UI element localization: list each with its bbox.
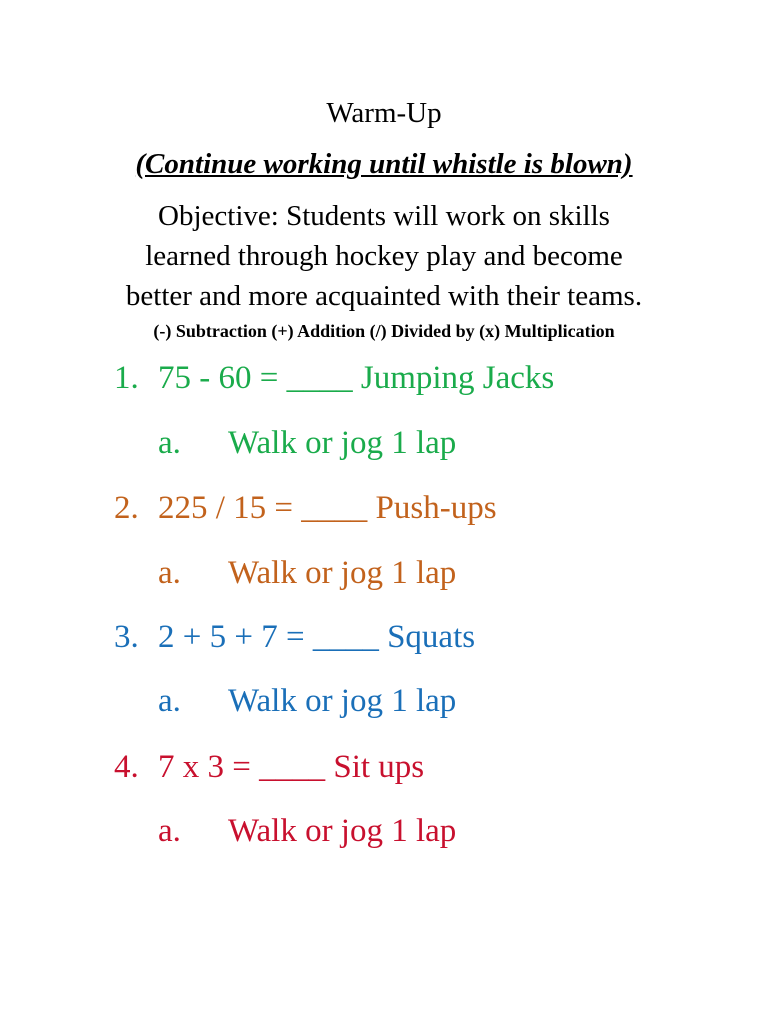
subitem-letter: a. <box>158 425 181 461</box>
subitem-letter: a. <box>158 555 181 591</box>
item-number: 3. <box>114 619 139 655</box>
item-number: 2. <box>114 490 139 526</box>
objective-line: better and more acquainted with their teams. <box>125 280 643 312</box>
item-problem: 225 / 15 = ____ Push-ups <box>158 490 497 526</box>
subitem-letter: a. <box>158 813 181 849</box>
subitem-text: Walk or jog 1 lap <box>228 683 457 719</box>
page-subtitle: (Continue working until whistle is blown) <box>135 148 633 180</box>
subitem-text: Walk or jog 1 lap <box>228 425 457 461</box>
objective-paragraph <box>0 196 768 316</box>
operator-legend: (-) Subtraction (+) Addition (/) Divided by (x) Multiplication <box>153 321 615 341</box>
item-problem: 2 + 5 + 7 = ____ Squats <box>158 619 476 655</box>
subitem-text: Walk or jog 1 lap <box>228 813 457 849</box>
item-problem: 7 x 3 = ____ Sit ups <box>158 749 425 785</box>
item-number: 4. <box>114 749 139 785</box>
page-title: Warm-Up <box>326 97 442 129</box>
objective-line: Objective: Students will work on skills <box>158 200 610 232</box>
item-problem: 75 - 60 = ____ Jumping Jacks <box>158 360 555 396</box>
subitem-letter: a. <box>158 683 181 719</box>
subitem-text: Walk or jog 1 lap <box>228 555 457 591</box>
item-number: 1. <box>114 360 139 396</box>
objective-line: learned through hockey play and become <box>145 240 623 272</box>
